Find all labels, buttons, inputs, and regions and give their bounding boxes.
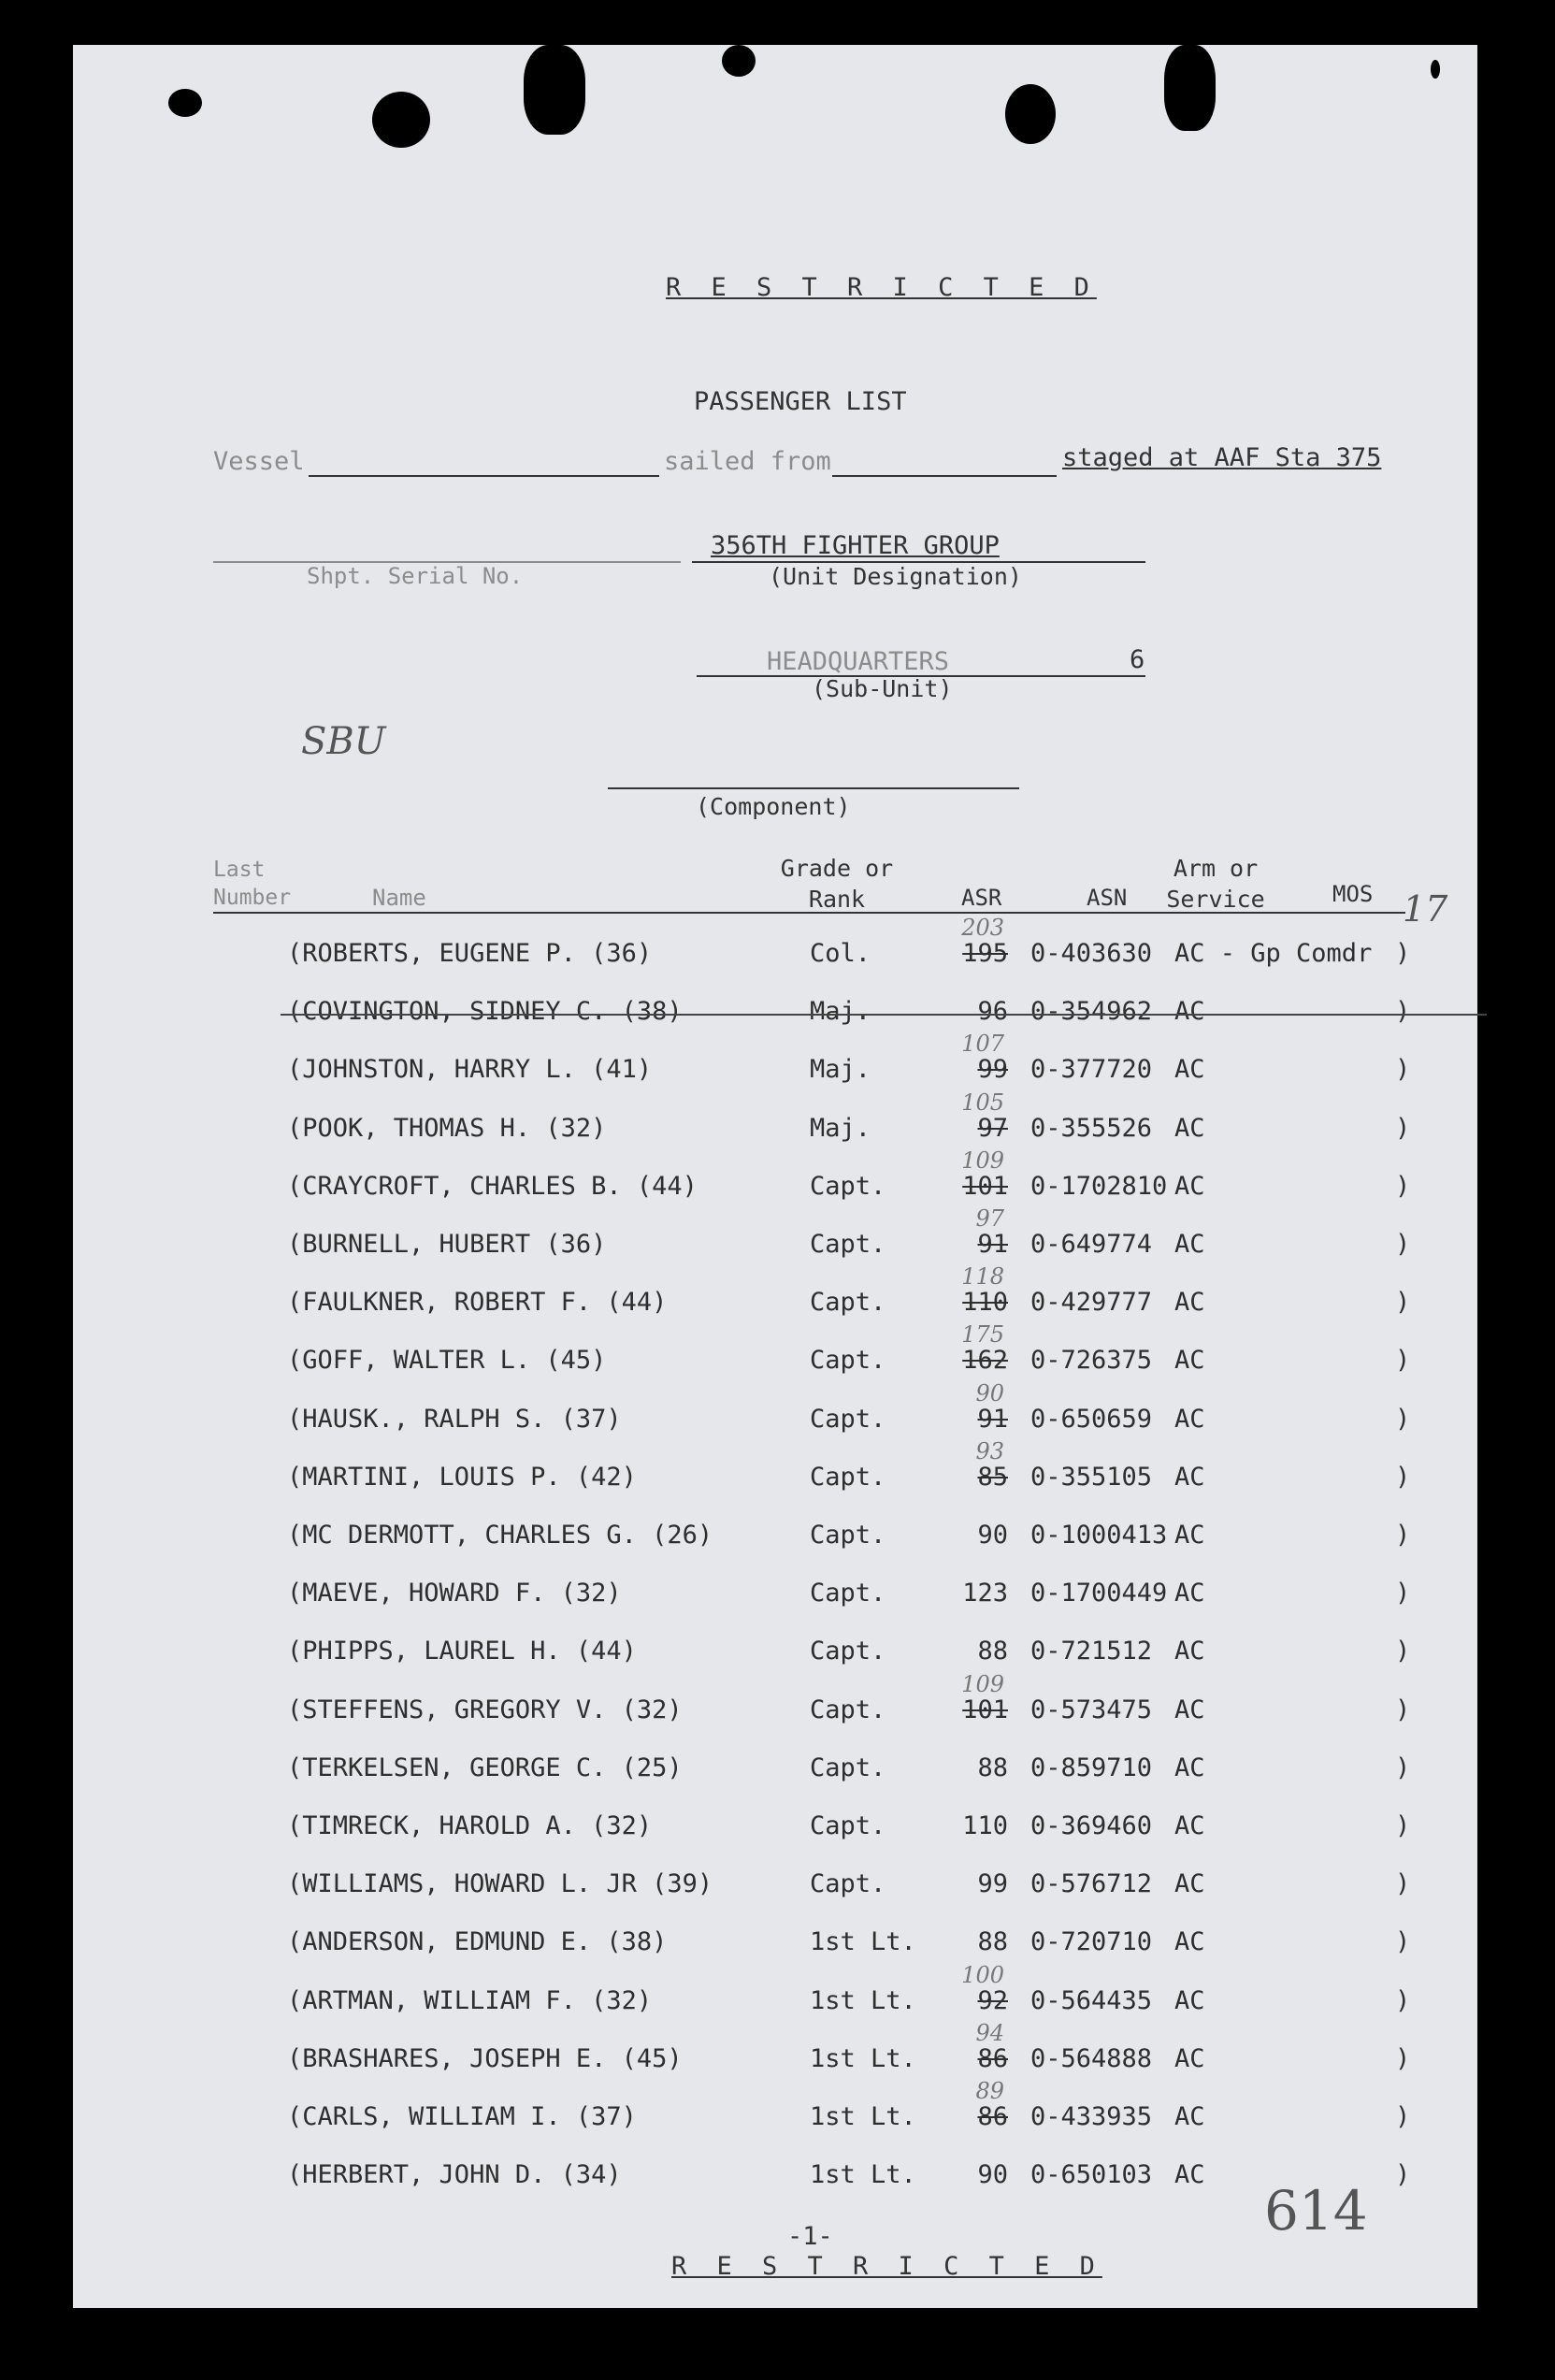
row-serial: 0-650103: [1030, 2160, 1153, 2189]
row-bracket: ): [1395, 1055, 1411, 1084]
row-name: (MC DERMOTT, CHARLES G. (26): [287, 1521, 713, 1550]
row-serial: 0-355526: [1030, 1114, 1153, 1143]
table-row: [0, 1089, 1555, 1151]
row-asr-correction: 118: [961, 1263, 1004, 1290]
row-arm: AC: [1174, 1288, 1205, 1317]
header-rule: [213, 912, 1405, 914]
row-bracket: ): [1395, 1346, 1411, 1375]
row-bracket: ): [1395, 1579, 1411, 1608]
row-name: (GOFF, WALTER L. (45): [287, 1346, 607, 1375]
row-asr: 86 89: [975, 2078, 1008, 2131]
row-grade: 1st Lt.: [810, 1927, 916, 1956]
row-arm: AC: [1174, 1927, 1205, 1956]
table-row: [0, 1380, 1555, 1442]
table-row: [0, 1811, 1555, 1849]
row-grade: Col.: [810, 939, 871, 968]
row-asr: 91 97: [975, 1205, 1008, 1259]
table-row: [0, 2078, 1555, 2140]
component-label: (Component): [696, 793, 851, 820]
row-bracket: ): [1395, 1463, 1411, 1492]
row-arm: AC: [1174, 2044, 1205, 2073]
row-asr: 96: [977, 997, 1008, 1026]
row-serial: 0-403630: [1030, 939, 1153, 968]
table-row: [0, 1671, 1555, 1733]
row-name: (TIMRECK, HAROLD A. (32): [287, 1811, 653, 1840]
row-grade: Capt.: [810, 1463, 886, 1492]
row-serial: 0-354962: [1030, 997, 1153, 1026]
row-name: (ARTMAN, WILLIAM F. (32): [287, 1986, 653, 2015]
row-serial: 0-649774: [1030, 1230, 1153, 1259]
row-serial: 0-377720: [1030, 1055, 1153, 1084]
punch-hole: [168, 89, 202, 117]
row-asr: 99: [977, 1869, 1008, 1898]
row-serial: 0-1700449: [1030, 1579, 1168, 1608]
row-bracket: ): [1395, 1637, 1411, 1666]
row-serial: 0-355105: [1030, 1463, 1153, 1492]
row-asr: 86 94: [975, 2020, 1008, 2073]
row-asr: 110 118: [961, 1263, 1008, 1317]
row-arm: AC: [1174, 2160, 1205, 2189]
row-grade: Capt.: [810, 1811, 886, 1840]
row-bracket: ): [1395, 1927, 1411, 1956]
row-name: (BURNELL, HUBERT (36): [287, 1230, 607, 1259]
col-grade: Grade or Rank: [780, 855, 894, 913]
row-asr: 110: [962, 1811, 1008, 1840]
row-bracket: ): [1395, 939, 1411, 968]
row-bracket: ): [1395, 997, 1411, 1026]
table-row: [0, 1521, 1555, 1558]
row-grade: Capt.: [810, 1521, 886, 1550]
row-arm: AC: [1174, 1055, 1205, 1084]
row-serial: 0-859710: [1030, 1753, 1153, 1782]
row-bracket: ): [1395, 1869, 1411, 1898]
row-arm: AC: [1174, 1114, 1205, 1143]
handwritten-number: 614: [1264, 2179, 1368, 2243]
component-field-line: [608, 787, 1019, 789]
row-bracket: ): [1395, 1288, 1411, 1317]
row-asr-correction: 203: [961, 915, 1004, 941]
sub-unit-label: (Sub-Unit): [812, 675, 953, 702]
classification-top: R E S T R I C T E D: [666, 273, 1097, 302]
row-grade: Capt.: [810, 1753, 886, 1782]
row-arm: AC: [1174, 1521, 1205, 1550]
row-grade: Capt.: [810, 1695, 886, 1724]
row-name: (MARTINI, LOUIS P. (42): [287, 1463, 637, 1492]
row-serial: 0-433935: [1030, 2102, 1153, 2131]
table-row: [0, 915, 1555, 976]
row-grade: 1st Lt.: [810, 2044, 916, 2073]
row-arm: AC: [1174, 1986, 1205, 2015]
row-asr-correction: 109: [961, 1147, 1004, 1174]
row-grade: 1st Lt.: [810, 2160, 916, 2189]
row-serial: 0-429777: [1030, 1288, 1153, 1317]
row-bracket: ): [1395, 1172, 1411, 1201]
row-grade: Capt.: [810, 1579, 886, 1608]
table-row: [0, 1147, 1555, 1209]
punch-hole: [524, 45, 585, 135]
row-bracket: ): [1395, 1405, 1411, 1434]
row-serial: 0-721512: [1030, 1637, 1153, 1666]
row-name: (FAULKNER, ROBERT F. (44): [287, 1288, 668, 1317]
row-serial: 0-369460: [1030, 1811, 1153, 1840]
row-grade: Capt.: [810, 1230, 886, 1259]
row-asr: 99 107: [961, 1031, 1008, 1084]
staged-at: staged at AAF Sta 375: [1062, 443, 1382, 472]
page-number: -1-: [787, 2222, 833, 2251]
row-serial: 0-576712: [1030, 1869, 1153, 1898]
row-name: (WILLIAMS, HOWARD L. JR (39): [287, 1869, 713, 1898]
row-name: (ANDERSON, EDMUND E. (38): [287, 1927, 668, 1956]
unit-designation-value: 356TH FIGHTER GROUP: [711, 531, 1000, 560]
punch-hole: [1005, 84, 1056, 144]
vessel-label: Vessel: [213, 447, 305, 476]
col-asn: ASN: [1087, 885, 1128, 911]
row-serial: 0-564888: [1030, 2044, 1153, 2073]
row-asr-correction: 93: [975, 1438, 1004, 1464]
row-name: (MAEVE, HOWARD F. (32): [287, 1579, 622, 1608]
row-grade: Capt.: [810, 1346, 886, 1375]
row-grade: 1st Lt.: [810, 1986, 916, 2015]
row-bracket: ): [1395, 1753, 1411, 1782]
row-bracket: ): [1395, 1521, 1411, 1550]
punch-hole: [1164, 45, 1216, 131]
vessel-field-line: [309, 475, 659, 477]
row-asr: 91 90: [975, 1380, 1008, 1434]
col-arm: Arm or Service: [1166, 855, 1265, 913]
row-asr: 101 109: [961, 1671, 1008, 1724]
row-arm: AC: [1174, 1811, 1205, 1840]
row-grade: Capt.: [810, 1172, 886, 1201]
punch-hole: [1431, 60, 1440, 79]
row-arm: AC: [1174, 1463, 1205, 1492]
table-row: [0, 1753, 1555, 1791]
row-asr-correction: 107: [961, 1031, 1004, 1057]
handwritten-note: SBU: [301, 720, 386, 763]
row-serial: 0-1702810: [1030, 1172, 1168, 1201]
row-arm: AC: [1174, 1230, 1205, 1259]
row-arm: AC: [1174, 1695, 1205, 1724]
table-row: [0, 1579, 1555, 1616]
row-asr: 88: [977, 1753, 1008, 1782]
punch-hole: [722, 45, 756, 77]
row-asr-correction: 90: [975, 1380, 1004, 1406]
table-row: [0, 1031, 1555, 1092]
row-serial: 0-726375: [1030, 1346, 1153, 1375]
row-grade: Maj.: [810, 997, 871, 1026]
row-grade: Maj.: [810, 1114, 871, 1143]
row-name: (COVINGTON, SIDNEY C. (38): [287, 997, 683, 1026]
row-asr-correction: 109: [961, 1671, 1004, 1697]
shipment-label: Shpt. Serial No.: [307, 563, 524, 589]
row-asr: 162 175: [961, 1321, 1008, 1375]
row-asr: 195 203: [961, 915, 1008, 968]
row-arm: AC: [1174, 1637, 1205, 1666]
row-asr-correction: 100: [961, 1962, 1004, 1988]
row-grade: Capt.: [810, 1288, 886, 1317]
row-bracket: ): [1395, 1695, 1411, 1724]
row-arm: AC: [1174, 1579, 1205, 1608]
row-name: (JOHNSTON, HARRY L. (41): [287, 1055, 653, 1084]
punch-hole: [372, 92, 430, 148]
row-name: (PHIPPS, LAUREL H. (44): [287, 1637, 637, 1666]
document-title: PASSENGER LIST: [694, 387, 907, 416]
mos-handwritten: 17: [1403, 888, 1448, 930]
row-asr: 90: [977, 2160, 1008, 2189]
row-grade: Capt.: [810, 1405, 886, 1434]
row-arm: AC - Gp Comdr: [1174, 939, 1373, 968]
classification-bottom: R E S T R I C T E D: [671, 2252, 1102, 2281]
sailed-from-label: sailed from: [664, 447, 831, 476]
row-name: (CARLS, WILLIAM I. (37): [287, 2102, 637, 2131]
row-name: (POOK, THOMAS H. (32): [287, 1114, 607, 1143]
row-bracket: ): [1395, 2160, 1411, 2189]
row-bracket: ): [1395, 2044, 1411, 2073]
row-arm: AC: [1174, 2102, 1205, 2131]
row-arm: AC: [1174, 1405, 1205, 1434]
row-bracket: ): [1395, 1811, 1411, 1840]
row-asr: 90: [977, 1521, 1008, 1550]
col-name: Name: [372, 885, 426, 911]
row-bracket: ): [1395, 1230, 1411, 1259]
row-asr-correction: 175: [961, 1321, 1004, 1348]
row-bracket: ): [1395, 1114, 1411, 1143]
row-serial: 0-650659: [1030, 1405, 1153, 1434]
table-row: [0, 997, 1555, 1034]
row-bracket: ): [1395, 1986, 1411, 2015]
row-grade: 1st Lt.: [810, 2102, 916, 2131]
row-name: (CRAYCROFT, CHARLES B. (44): [287, 1172, 698, 1201]
row-asr-correction: 94: [975, 2020, 1004, 2046]
row-arm: AC: [1174, 997, 1205, 1026]
row-asr: 92 100: [961, 1962, 1008, 2015]
table-row: [0, 1321, 1555, 1383]
row-arm: AC: [1174, 1172, 1205, 1201]
row-arm: AC: [1174, 1346, 1205, 1375]
row-name: (STEFFENS, GREGORY V. (32): [287, 1695, 683, 1724]
row-grade: Maj.: [810, 1055, 871, 1084]
row-bracket: ): [1395, 2102, 1411, 2131]
table-row: [0, 1205, 1555, 1267]
row-name: (HAUSK., RALPH S. (37): [287, 1405, 622, 1434]
row-serial: 0-1000413: [1030, 1521, 1168, 1550]
table-row: [0, 1438, 1555, 1500]
table-row: [0, 1962, 1555, 2024]
row-arm: AC: [1174, 1869, 1205, 1898]
sub-unit-value: HEADQUARTERS: [767, 647, 950, 676]
col-asr: ASR: [961, 885, 1002, 911]
row-asr: 97 105: [961, 1089, 1008, 1143]
row-name: (BRASHARES, JOSEPH E. (45): [287, 2044, 683, 2073]
row-name: (TERKELSEN, GEORGE C. (25): [287, 1753, 683, 1782]
row-serial: 0-564435: [1030, 1986, 1153, 2015]
sub-unit-count: 6: [1130, 645, 1145, 674]
row-name: (ROBERTS, EUGENE P. (36): [287, 939, 653, 968]
col-mos: MOS: [1332, 881, 1374, 907]
row-asr: 101 109: [961, 1147, 1008, 1201]
row-grade: Capt.: [810, 1637, 886, 1666]
row-asr: 88: [977, 1637, 1008, 1666]
col-last-number: Last Number: [213, 858, 292, 910]
row-asr-correction: 105: [961, 1089, 1004, 1116]
row-grade: Capt.: [810, 1869, 886, 1898]
row-arm: AC: [1174, 1753, 1205, 1782]
row-asr-correction: 97: [975, 1205, 1004, 1232]
row-serial: 0-573475: [1030, 1695, 1153, 1724]
row-serial: 0-720710: [1030, 1927, 1153, 1956]
table-row: [0, 1263, 1555, 1325]
table-row: [0, 2020, 1555, 2082]
row-asr: 123: [962, 1579, 1008, 1608]
table-row: [0, 1869, 1555, 1907]
table-row: [0, 1927, 1555, 1965]
row-asr-correction: 89: [975, 2078, 1004, 2104]
sailed-from-field-line: [832, 475, 1057, 477]
row-name: (HERBERT, JOHN D. (34): [287, 2160, 622, 2189]
unit-designation-label: (Unit Designation): [769, 563, 1022, 590]
row-asr: 85 93: [975, 1438, 1008, 1492]
row-asr: 88: [977, 1927, 1008, 1956]
table-row: [0, 1637, 1555, 1674]
